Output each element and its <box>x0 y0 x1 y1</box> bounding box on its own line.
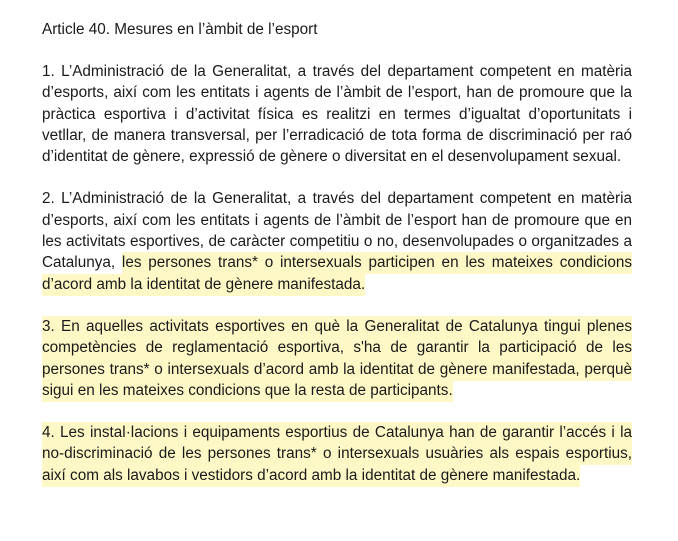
paragraph-2 <box>42 188 632 294</box>
paragraph-2-text: 2. L’Administració de la Generalitat, a través del departament competent en matèria d’esports, així com les entitats i agents de l’àmbit de l’esport han de promoure que en les activitats esportives, de caràcter competitiu o no, desenvolupades o organitzades a Catalunya, <box>42 190 632 272</box>
paragraph-4 <box>42 422 632 486</box>
paragraph-4-highlight: 4. Les instal·lacions i equipaments esportius de Catalunya han de garantir l’accés i la no-discriminació de les persones trans* o intersexuals usuàries als espais esportius, així com als lavabos i vestidors d’acord amb la identitat de gènere manifestada. <box>42 422 632 487</box>
document-page <box>42 19 632 507</box>
paragraph-3-highlight: 3. En aquelles activitats esportives en què la Generalitat de Catalunya tingui plenes competències de reglamentació esportiva, s'ha de garantir la participació de les persones trans* o intersexuals d’acord amb la identitat de gènere manifestada, perquè sigui en les mateixes condicions que la resta de participants. <box>42 316 632 402</box>
paragraph-1: 1. L’Administració de la Generalitat, a través del departament competent en matèria d’esports, així com les entitats i agents de l’àmbit de l’esport, han de promoure que la pràctica esportiva i d’activitat física es realitzi en termes d’igualtat d’oportunitats i vetllar, de manera transversal, per l’erradicació de tota forma de discriminació per raó d’identitat de gènere, expressió de gènere o diversitat en el desenvolupament sexual. <box>42 63 632 166</box>
paragraph-2-highlight: les persones trans* o intersexuals participen en les mateixes condicions d’acord amb la identitat de gènere manifestada. <box>42 252 632 295</box>
article-title: Article 40. Mesures en l’àmbit de l’esport <box>42 21 318 38</box>
paragraph-3 <box>42 316 632 401</box>
